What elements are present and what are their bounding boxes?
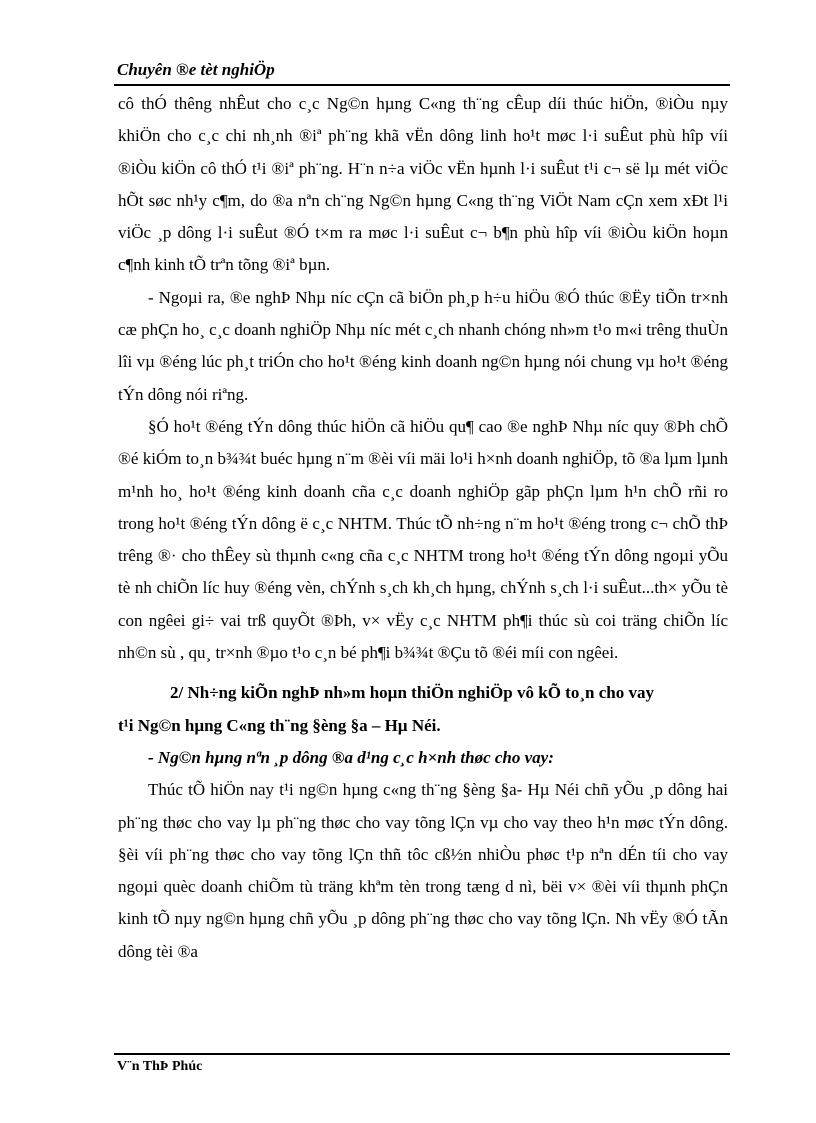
header-title: Chuyên ®e tèt nghiÖp [117,60,275,79]
paragraph-2: - Ngoµi ra, ®e nghÞ Nhµ níc cÇn cã biÖn ph¸p h÷u hiÖu ®Ó thúc ®Ëy tiÕn tr×nh cæ phÇn ho¸ c¸c doanh nghiÖp Nhµ níc mét c¸ch nhanh chóng nh»m t¹o m«i trêng thuÙn lîi vµ ®éng lúc ph¸t triÓn cho ho¹t ®éng kinh doanh ng©n hµng nói chung vµ ho¹t ®éng tÝn dông nói riªng. [118,287,728,404]
footer-author: V¨n ThÞ Phúc [117,1059,203,1074]
paragraph-3: §Ó ho¹t ®éng tÝn dông thúc hiÖn cã hiÖu qu¶ cao ®e nghÞ Nhµ níc quy ®Þh chÕ ®é kiÓm to¸n b¾¾t buéc hµng n¨m ®èi víi mäi lo¹i h×nh doanh nghiÖp, tõ ®a lµm lµnh m¹nh ho¸ ho¹t ®éng kinh doanh cña c¸c doanh nghiÖp gãp phÇn lµm h¹n chÕ rñi ro trong ho¹t ®éng tÝn dông ë c¸c NHTM. Thúc tÕ nh÷ng n¨m ho¹t ®éng trong c¬ chÕ thÞ trêng ®· cho thÊey sù thµnh c«ng cña c¸c NHTM trong ho¹t ®éng tÝn dông ngoµi yÕu tè nh chiÕn líc huy ®éng vèn, chÝnh s¸ch kh¸ch hµng, chÝnh s¸ch l·i suÊut...th× yÕu tè con ngêei gi÷ vai trß quyÕt ®Þh, v× vËy c¸c NHTM ph¶i thúc sù coi träng chiÕn líc nh©n sù , qu¸ tr×nh ®µo t¹o c¸n bé ph¶i b¾¾t ®Çu tõ ®éi míi con ngêei. [118,416,728,663]
paragraph-1: cô thÓ thêng nhÊut cho c¸c Ng©n hµng C«ng th¨ng cÊup díi thúc hiÖn, ®iÒu nµy khiÖn cho c¸c chi nh¸nh ®iª ph¨ng khã vËn dông linh ho¹t møc l·i suÊut phù hîp víi ®iÒu kiÖn cô thÓ t¹i ®iª ph¨ng. H¨n n÷a viÖc vËn hµnh l·i suÊut t¹i c¬ së lµ mét viÖc hÕt søc nh¹y c¶m, do ®a nªn ch¨ng Ng©n hµng C«ng th¨ng ViÖt Nam cÇn xem xÐt l¹i viÖc ¸p dông l·i suÊut ®Ó t×m ra møc l·i suÊut c¬ b¶n phù hîp víi ®iÒu kiÖn hoµn c¶nh kinh tÕ trªn tõng ®iª bµn. [118,94,728,275]
paragraph-4: Thúc tÕ hiÖn nay t¹i ng©n hµng c«ng th¨ng §èng §a- Hµ Néi chñ yÕu ¸p dông hai ph¨ng thøc cho vay lµ ph¨ng thøc cho vay tõng lÇn vµ cho vay theo h¹n møc tÝn dông. §èi víi ph¨ng thøc cho vay tõng lÇn thñ tôc cß½n nhiÒu phøc t¹p nªn dÉn tíi cho vay ngoµi quèc doanh chiÕm tù träng khªm tèn trong tæng d nì, bëi v× ®èi víi thµnh phÇn kinh tÕ nµy ng©n hµng chñ yÕu ¸p dông ph¨ng thøc cho vay tõng lÇn. Nh vËy ®Ó tÃn dông tèi ®a [118,780,728,961]
section-heading-line-1: 2/ Nh÷ng kiÕn nghÞ nh»m hoµn thiÖn nghiÖp vô kÕ to¸n cho vay [170,683,654,703]
body-text [118,88,728,968]
header-divider [114,84,730,86]
sub-heading: - Ng©n hµng nªn ¸p dông ®a d¹ng c¸c h×nh thøc cho vay: [148,747,554,767]
footer-divider [114,1053,730,1055]
section-heading-line-2: t¹i Ng©n hµng C«ng th¨ng §èng §a – Hµ Néi. [118,715,441,735]
